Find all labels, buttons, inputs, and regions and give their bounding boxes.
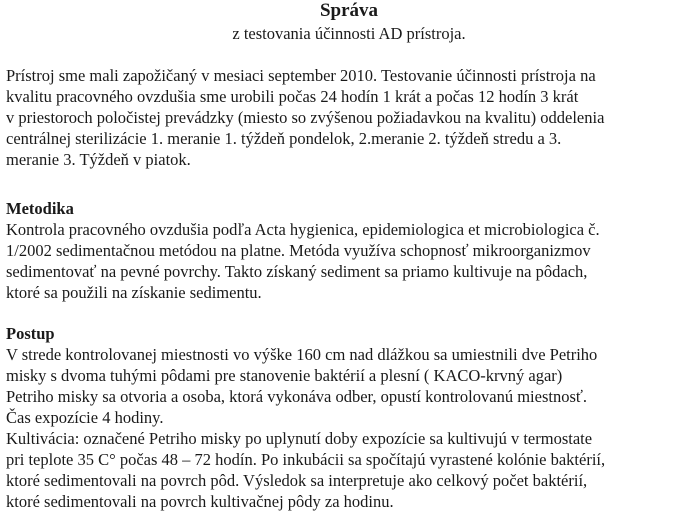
postup-line: ktoré sedimentovali na povrch pôd. Výsledok sa interpretuje ako celkový počet baktérií, — [6, 471, 588, 490]
intro-line: centrálnej sterilizácie 1. meranie 1. týždeň pondelok, 2.meranie 2. týždeň stredu a 3. — [6, 129, 562, 148]
postup-line: misky s dvoma tuhými pôdami pre stanovenie baktérií a plesní ( KACO-krvný agar) — [6, 366, 563, 385]
postup-line: V strede kontrolovanej miestnosti vo výške 160 cm nad dlážkou sa umiestnili dve Petriho — [6, 345, 598, 364]
metodika-line: Kontrola pracovného ovzdušia podľa Acta hygienica, epidemiologica et microbiologica č. — [6, 220, 600, 239]
postup-line: Čas expozície 4 hodiny. — [6, 408, 164, 427]
metodika-heading: Metodika — [6, 199, 74, 218]
document-subtitle: z testovania účinnosti AD prístroja. — [232, 24, 466, 43]
metodika-section — [6, 198, 696, 303]
postup-line: pri teplote 35 C° počas 48 – 72 hodín. Po inkubácii sa spočítajú vyrastené kolónie baktérií, — [6, 450, 606, 469]
postup-heading: Postup — [6, 324, 55, 343]
document-title: Správa — [319, 0, 379, 21]
intro-paragraph — [6, 65, 696, 170]
metodika-line: sedimentovať na pevné povrchy. Takto získaný sediment sa priamo kultivuje na pôdach, — [6, 262, 588, 281]
intro-line: meranie 3. Týždeň v piatok. — [6, 150, 191, 169]
intro-line: kvalitu pracovného ovzdušia sme urobili počas 24 hodín 1 krát a počas 12 hodín 3 krát — [6, 87, 579, 106]
postup-line: Petriho misky sa otvoria a osoba, ktorá vykonáva odber, opustí kontrolovanú miestnosť. — [6, 387, 588, 406]
metodika-line: 1/2002 sedimentačnou metódou na platne. Metóda využíva schopnosť mikroorganizmov — [6, 241, 591, 260]
metodika-line: ktoré sa použili na získanie sedimentu. — [6, 283, 262, 302]
postup-section — [6, 323, 696, 512]
postup-line: Kultivácia: označené Petriho misky po uplynutí doby expozície sa kultivujú v termostate — [6, 429, 593, 448]
intro-line: v priestoroch poločistej prevádzky (miesto so zvýšenou požiadavkou na kvalitu) oddelenia — [6, 108, 605, 127]
intro-line: Prístroj sme mali zapožičaný v mesiaci september 2010. Testovanie účinnosti prístroja na — [6, 66, 596, 85]
postup-line: ktoré sedimentovali na povrch kultivačnej pôdy za hodinu. — [6, 492, 394, 511]
